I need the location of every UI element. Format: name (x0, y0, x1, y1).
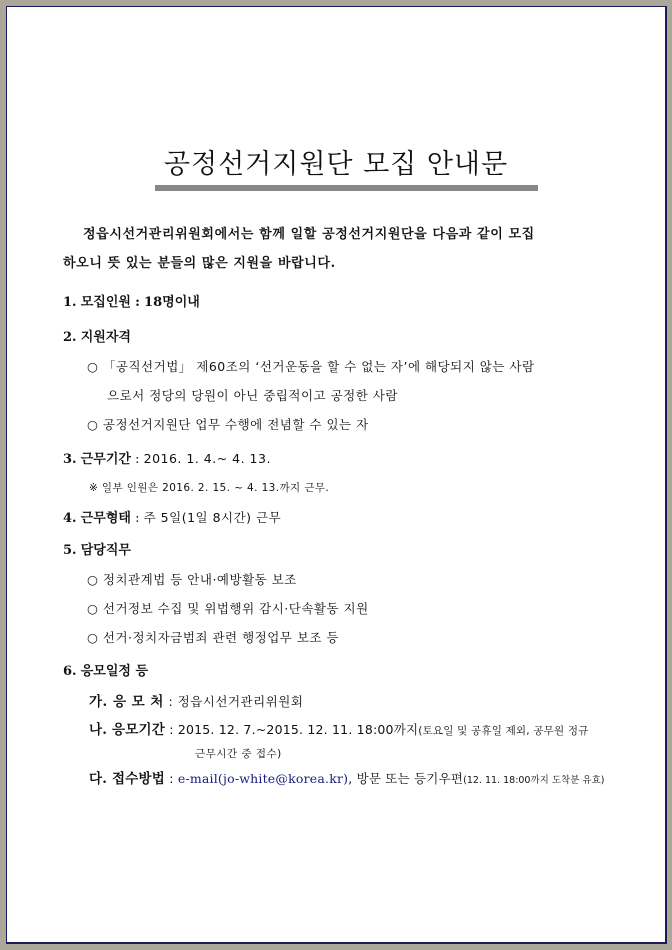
section-number: 2. (63, 330, 77, 345)
bullet-circle-icon: ○ (87, 417, 99, 432)
list-item (87, 571, 297, 589)
work-type: 주 5일(1일 8시간) 근무 (143, 510, 282, 525)
list-item-text: 「공직선거법」 제60조의 ‘선거운동을 할 수 없는 자’에 해당되지 않는 사람 (102, 359, 535, 374)
page-title: 공정선거지원단 모집 안내문 (163, 149, 509, 180)
application-period-continuation: 근무시간 중 접수) (195, 748, 282, 760)
bullet-circle-icon: ○ (87, 572, 99, 587)
title-underline (155, 185, 538, 191)
email-link[interactable]: e-mail(jo-white@korea.kr) (177, 771, 349, 786)
submission-deadline-note: (12. 11. 18:00까지 도착분 유효) (463, 775, 605, 786)
section-number: 5. (63, 543, 77, 558)
section-heading: 지원자격 (80, 330, 131, 345)
application-place (89, 693, 303, 711)
section-heading: 담당직무 (80, 543, 131, 558)
submission-method-value: , 방문 또는 등기우편 (348, 771, 464, 786)
list-item-continuation: 으로서 정당의 당원이 아닌 중립적이고 공정한 사람 (107, 388, 398, 403)
subitem-label: 다. 접수방법 (89, 771, 166, 787)
separator: : (135, 452, 140, 467)
work-period-note: ※ 일부 인원은 2016. 2. 15. ~ 4. 13.까지 근무. (89, 482, 330, 494)
section-number: 1. (63, 295, 77, 310)
separator: : (168, 694, 174, 709)
section-1 (63, 294, 200, 312)
recruit-count: 18명이내 (144, 295, 200, 310)
list-item (87, 416, 369, 434)
section-6 (63, 663, 148, 681)
separator: : (169, 771, 174, 786)
application-period-value: 2015. 12. 7.~2015. 12. 11. 18:00까지 (177, 722, 419, 737)
separator: : (135, 295, 140, 310)
section-heading: 근무기간 (80, 452, 131, 467)
work-period: 2016. 1. 4.~ 4. 13. (143, 451, 271, 466)
application-period-note: (토요일 및 공휴일 제외, 공무원 정규 (418, 725, 589, 737)
section-heading: 모집인원 (80, 295, 131, 310)
bullet-circle-icon: ○ (87, 630, 99, 645)
list-item-text: 공정선거지원단 업무 수행에 전념할 수 있는 자 (102, 417, 369, 432)
list-item (87, 358, 535, 376)
list-item-text: 선거·정치자금범죄 관련 행정업무 보조 등 (102, 630, 340, 645)
list-item-text: 선거정보 수집 및 위법행위 감시·단속활동 지원 (102, 601, 369, 616)
list-item (87, 600, 369, 618)
section-number: 3. (63, 452, 77, 467)
separator: : (169, 722, 174, 737)
section-3 (63, 450, 271, 469)
section-2 (63, 329, 131, 347)
intro-line-2: 하오니 뜻 있는 분들의 많은 지원을 바랍니다. (63, 256, 336, 271)
section-number: 4. (63, 511, 77, 526)
list-item-text: 정치관계법 등 안내·예방활동 보조 (102, 572, 297, 587)
submission-method (89, 770, 604, 790)
section-heading: 응모일정 등 (80, 664, 149, 679)
list-item (87, 629, 339, 647)
subitem-label: 가. 응 모 처 (89, 694, 164, 710)
section-heading: 근무형태 (80, 511, 131, 526)
section-5 (63, 542, 131, 560)
intro-line-1: 정읍시선거관리위원회에서는 함께 일할 공정선거지원단을 다음과 같이 모집 (83, 227, 535, 242)
subitem-label: 나. 응모기간 (89, 722, 166, 738)
bullet-circle-icon: ○ (87, 601, 99, 616)
document-page (6, 6, 667, 944)
bullet-circle-icon: ○ (87, 359, 99, 374)
separator: : (135, 511, 140, 526)
application-place-value: 정읍시선거관리위원회 (177, 694, 304, 709)
section-number: 6. (63, 664, 77, 679)
section-4 (63, 509, 281, 528)
application-period (89, 721, 589, 740)
